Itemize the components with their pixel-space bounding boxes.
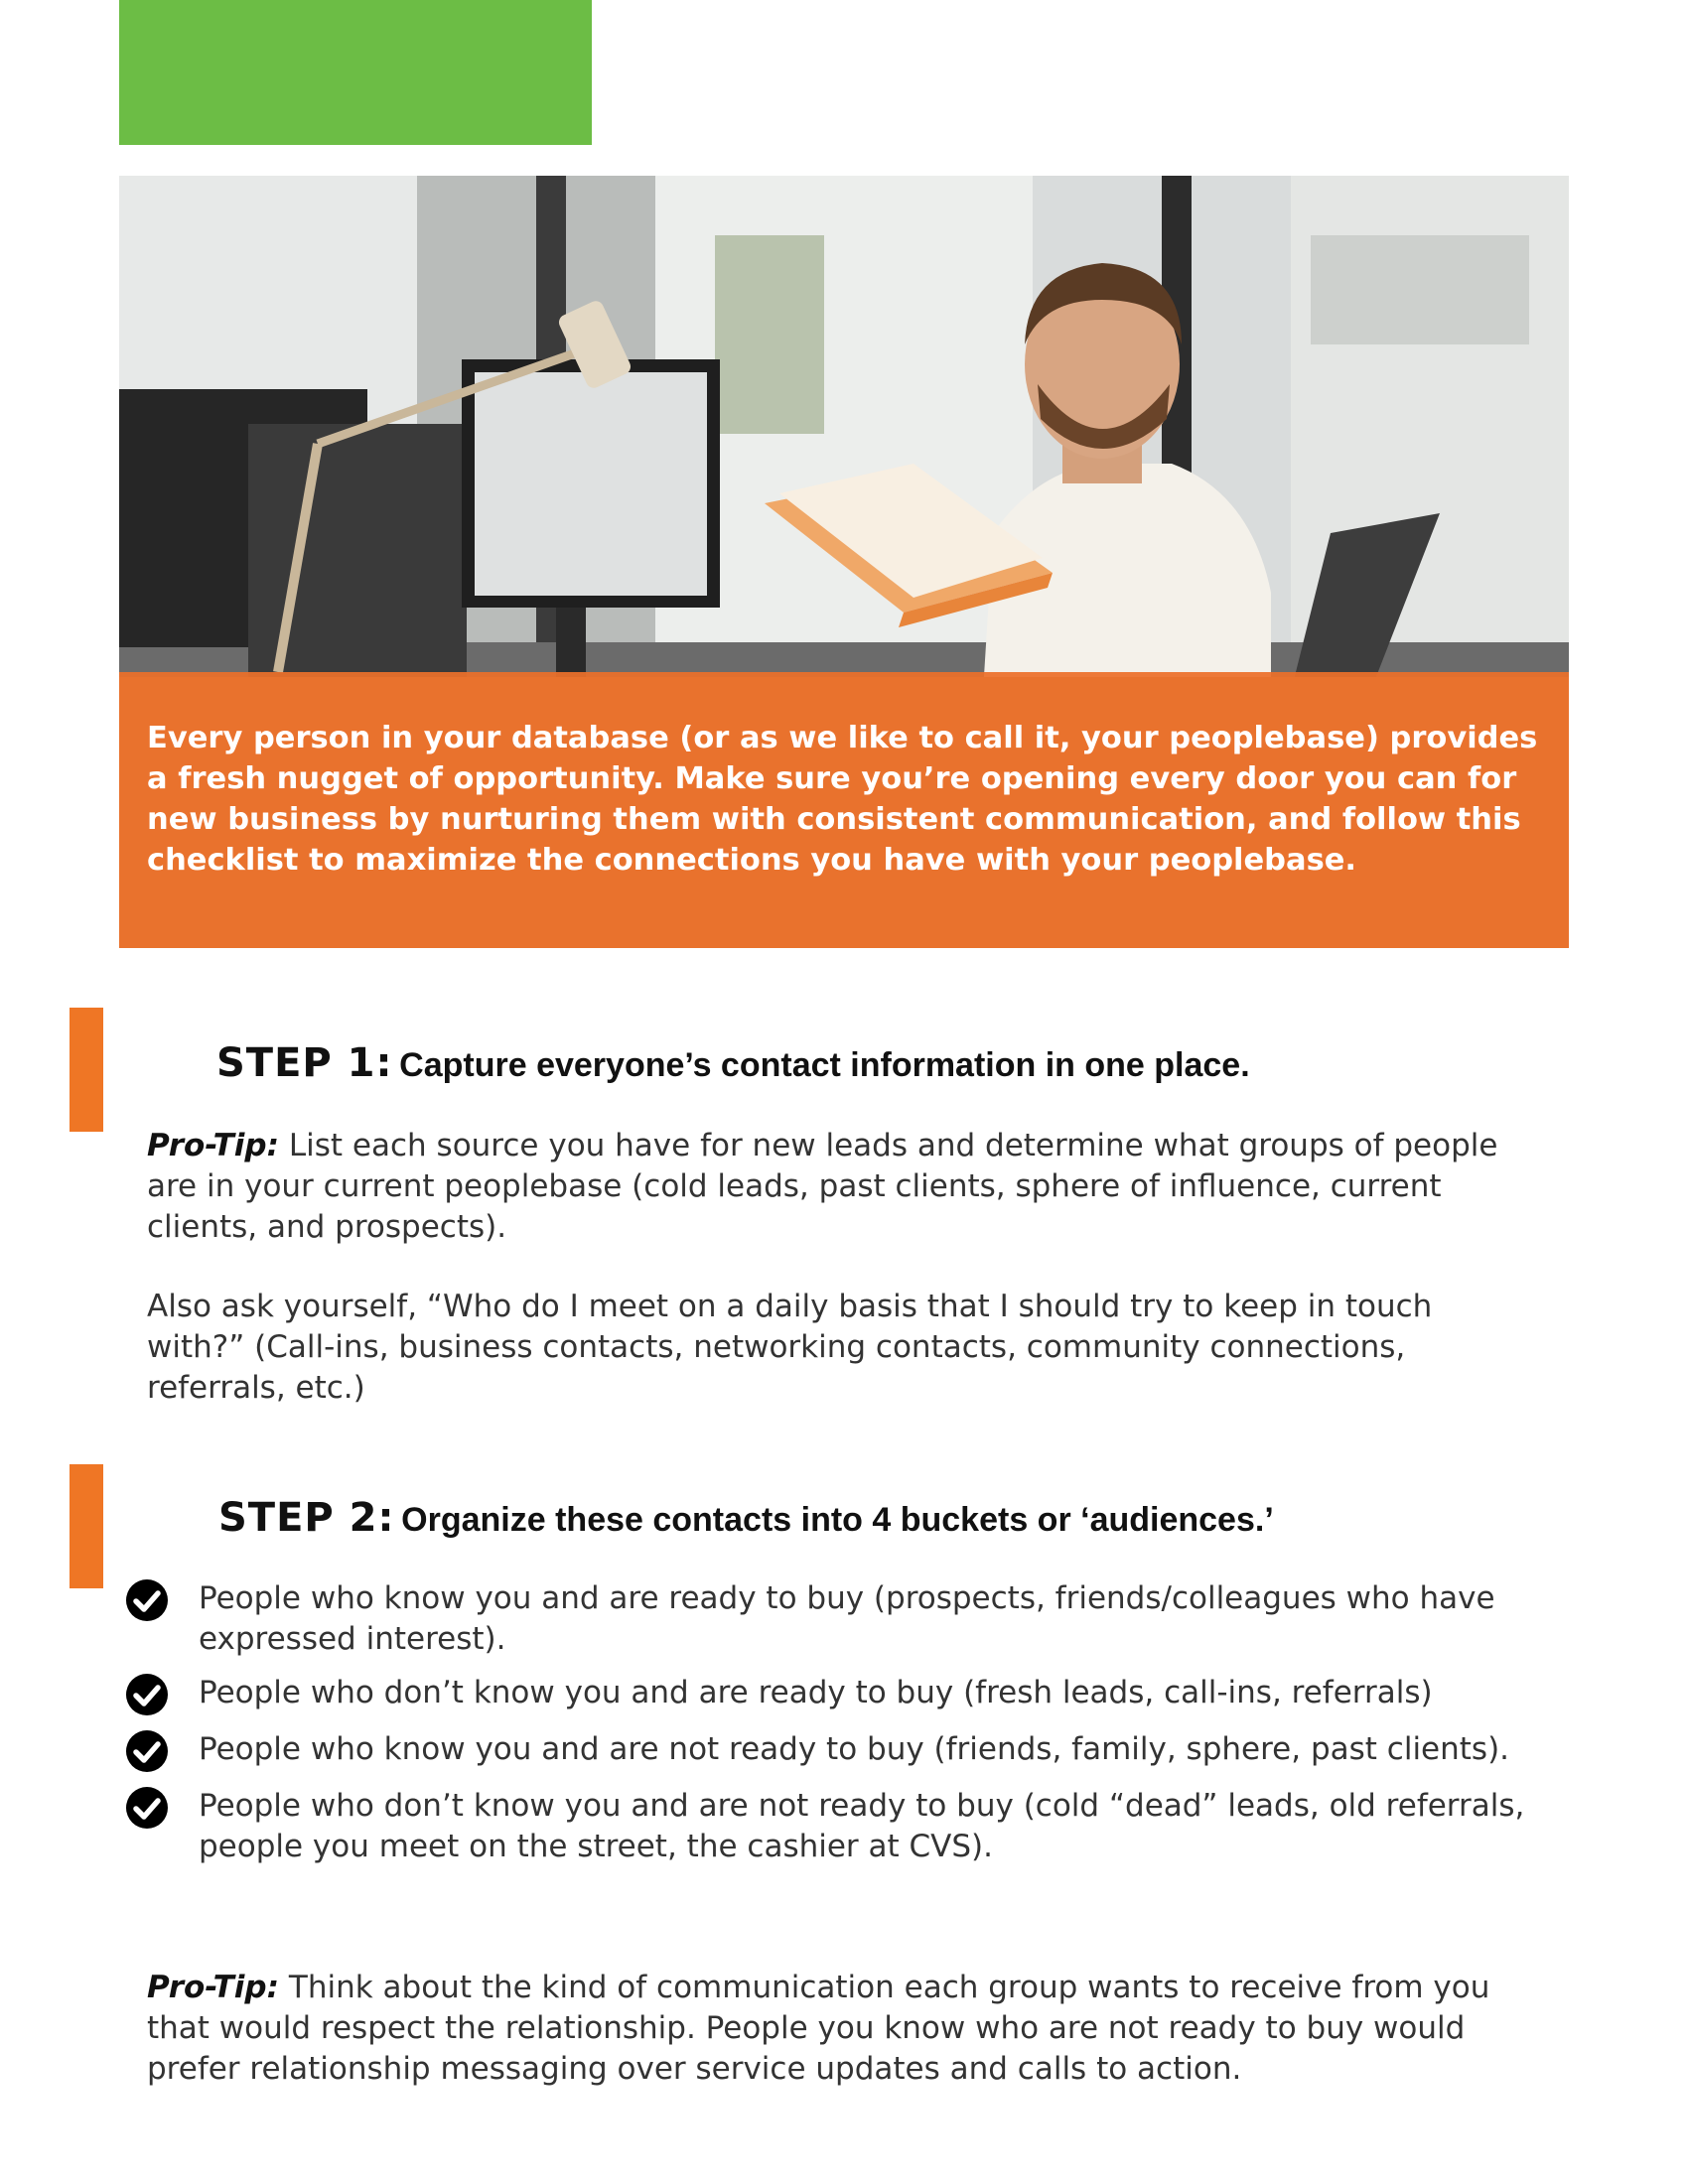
audience-checklist	[125, 1578, 1545, 1880]
green-header-block	[119, 0, 592, 145]
step1-pro-tip-label: Pro-Tip:	[147, 1128, 280, 1163]
step2-label: STEP 2:	[218, 1495, 395, 1541]
hero-intro-text: Every person in your database (or as we like to call it, your peoplebase) provides a fresh nugget of opportunity. Make sure you’re opening every door you can for new business by nurturing them with consistent communication, and follow this checklist to maximize the connections you have with your peoplebase.	[147, 721, 1538, 878]
step2-accent-bar	[70, 1464, 103, 1588]
step2-heading	[218, 1495, 1274, 1541]
list-item-text: People who don’t know you and are not ready to buy (cold “dead” leads, old referrals, people you meet on the street, the cashier at CVS).	[199, 1788, 1525, 1864]
hero-intro-banner	[119, 672, 1569, 948]
list-item	[125, 1786, 1545, 1867]
hero-photo	[119, 176, 1569, 948]
step1-pro-tip	[147, 1126, 1537, 1248]
step2-pro-tip-label: Pro-Tip:	[147, 1970, 280, 2005]
step1-also-ask: Also ask yourself, “Who do I meet on a daily basis that I should try to keep in touch with?” (Call-ins, business contacts, networking contacts, community connections, referrals, etc.)	[147, 1289, 1433, 1406]
step1-accent-bar	[70, 1008, 103, 1132]
list-item	[125, 1578, 1545, 1660]
step1-heading	[216, 1040, 1250, 1086]
step2-title: Organize these contacts into 4 buckets or ‘audiences.’	[401, 1501, 1274, 1539]
step1-title: Capture everyone’s contact information in one place.	[399, 1046, 1250, 1084]
list-item	[125, 1729, 1545, 1773]
check-circle-icon	[125, 1786, 169, 1830]
list-item	[125, 1673, 1545, 1716]
check-circle-icon	[125, 1578, 169, 1622]
step2-pro-tip	[147, 1968, 1537, 2090]
check-circle-icon	[125, 1673, 169, 1716]
step1-pro-tip-text: List each source you have for new leads and determine what groups of people are in your current peoplebase (cold leads, past clients, sphere of influence, current clients, and prospects).	[147, 1128, 1498, 1245]
list-item-text: People who know you and are ready to buy (prospects, friends/colleagues who have expressed interest).	[199, 1580, 1495, 1657]
step1-label: STEP 1:	[216, 1040, 393, 1086]
list-item-text: People who don’t know you and are ready to buy (fresh leads, call-ins, referrals)	[199, 1675, 1433, 1710]
step2-pro-tip-text: Think about the kind of communication each group wants to receive from you that would respect the relationship. People you know who are not ready to buy would prefer relationship messaging over service updates and calls to action.	[147, 1970, 1490, 2087]
list-item-text: People who know you and are not ready to buy (friends, family, sphere, past clients).	[199, 1731, 1510, 1767]
check-circle-icon	[125, 1729, 169, 1773]
